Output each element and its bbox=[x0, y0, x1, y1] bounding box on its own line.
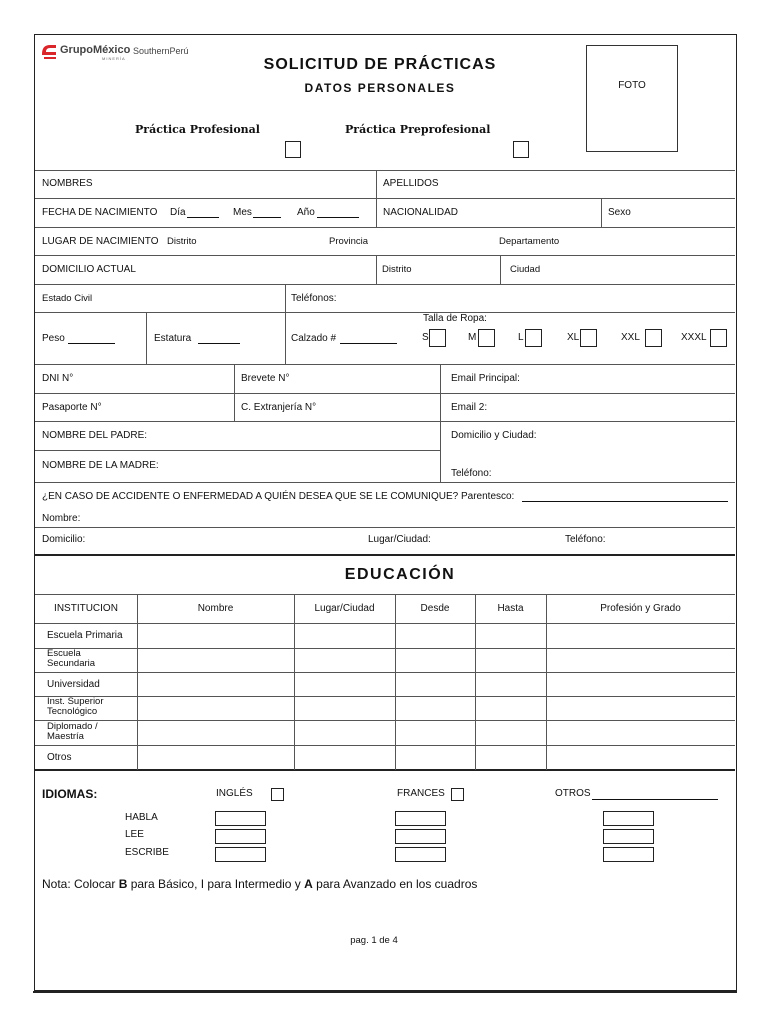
frances-lee-box[interactable] bbox=[395, 829, 446, 844]
otros-lee-box[interactable] bbox=[603, 829, 654, 844]
nota-idiomas: Nota: Colocar B para Básico, I para Intermedio y A para Avanzado en los cuadros bbox=[42, 877, 478, 891]
label-domicilio-ciudad: Domicilio y Ciudad: bbox=[451, 430, 537, 441]
label-ciudad: Ciudad bbox=[510, 264, 541, 275]
label-nombre-padre: NOMBRE DEL PADRE: bbox=[42, 430, 148, 441]
label-escribe: ESCRIBE bbox=[125, 847, 169, 858]
page-number: pag. 1 de 4 bbox=[350, 935, 398, 946]
size-checkbox-l[interactable] bbox=[525, 329, 542, 347]
label-apellidos: APELLIDOS bbox=[383, 178, 439, 189]
label-distrito: Distrito bbox=[167, 236, 197, 247]
option-practica-preprofesional: Práctica Preprofesional bbox=[345, 123, 491, 136]
frances-habla-box[interactable] bbox=[395, 811, 446, 826]
edu-header-profesion: Profesión y Grado bbox=[600, 603, 681, 614]
edu-header-desde: Desde bbox=[420, 603, 450, 614]
field-anio[interactable] bbox=[317, 217, 359, 218]
label-distrito-domicilio: Distrito bbox=[382, 264, 412, 275]
photo-box bbox=[586, 45, 678, 152]
edu-row-label: Universidad bbox=[47, 679, 100, 690]
otros-habla-box[interactable] bbox=[603, 811, 654, 826]
label-frances: FRANCES bbox=[397, 788, 445, 799]
label-lugar-nacimiento: LUGAR DE NACIMIENTO bbox=[42, 236, 159, 247]
label-estado-civil: Estado Civil bbox=[42, 293, 93, 304]
label-sexo: Sexo bbox=[608, 207, 631, 218]
logo-sub: MINERÍA bbox=[102, 56, 126, 61]
size-checkbox-xl[interactable] bbox=[580, 329, 597, 347]
label-dni: DNI N° bbox=[42, 373, 74, 384]
form-title: SOLICITUD DE PRÁCTICAS bbox=[263, 56, 497, 73]
label-domicilio-contacto: Domicilio: bbox=[42, 534, 86, 545]
form-subtitle: DATOS PERSONALES bbox=[304, 81, 456, 95]
edu-header-nombre: Nombre bbox=[197, 603, 234, 614]
checkbox-practica-profesional[interactable] bbox=[285, 141, 301, 158]
size-checkbox-m[interactable] bbox=[478, 329, 495, 347]
size-label-xl: XL bbox=[567, 332, 580, 343]
checkbox-ingles[interactable] bbox=[271, 788, 284, 801]
size-label-s: S bbox=[422, 332, 429, 343]
edu-header-lugar: Lugar/Ciudad bbox=[314, 603, 375, 614]
label-dia: Día bbox=[170, 207, 186, 218]
size-checkbox-s[interactable] bbox=[429, 329, 446, 347]
option-practica-profesional: Práctica Profesional bbox=[135, 123, 260, 136]
otros-escribe-box[interactable] bbox=[603, 847, 654, 862]
checkbox-practica-preprofesional[interactable] bbox=[513, 141, 529, 158]
size-checkbox-xxl[interactable] bbox=[645, 329, 662, 347]
label-departamento: Departamento bbox=[499, 236, 560, 247]
field-dia[interactable] bbox=[187, 217, 219, 218]
label-pasaporte: Pasaporte N° bbox=[42, 402, 102, 413]
label-estatura: Estatura bbox=[154, 333, 192, 344]
logo-company: SouthernPerú bbox=[133, 46, 189, 56]
size-label-xxxl: XXXL bbox=[681, 332, 707, 343]
edu-row-label: Otros bbox=[47, 752, 72, 763]
size-checkbox-xxxl[interactable] bbox=[710, 329, 727, 347]
label-telefono-familia: Teléfono: bbox=[451, 468, 492, 479]
field-estatura[interactable] bbox=[198, 343, 240, 344]
label-peso: Peso bbox=[42, 333, 65, 344]
label-lugar-ciudad-contacto: Lugar/Ciudad: bbox=[368, 534, 431, 545]
field-parentesco[interactable] bbox=[522, 501, 728, 502]
edu-row-label: Escuela Secundaria bbox=[47, 648, 96, 669]
ingles-lee-box[interactable] bbox=[215, 829, 266, 844]
label-fecha-nacimiento: FECHA DE NACIMIENTO bbox=[42, 207, 158, 218]
edu-header-institucion: INSTITUCION bbox=[54, 603, 118, 614]
frances-escribe-box[interactable] bbox=[395, 847, 446, 862]
label-provincia: Provincia bbox=[329, 236, 369, 247]
logo bbox=[40, 42, 210, 68]
label-nacionalidad: NACIONALIDAD bbox=[383, 207, 459, 218]
label-talla-ropa: Talla de Ropa: bbox=[423, 313, 487, 324]
photo-label: FOTO bbox=[618, 80, 646, 91]
field-peso[interactable] bbox=[68, 343, 115, 344]
label-anio: Año bbox=[297, 207, 315, 218]
label-extranjeria: C. Extranjería N° bbox=[241, 402, 317, 413]
grupo-mexico-logo-icon bbox=[40, 42, 58, 60]
edu-header-hasta: Hasta bbox=[497, 603, 524, 614]
label-nombre-contacto: Nombre: bbox=[42, 513, 81, 524]
label-email-2: Email 2: bbox=[451, 402, 488, 413]
checkbox-frances[interactable] bbox=[451, 788, 464, 801]
field-mes[interactable] bbox=[253, 217, 281, 218]
label-brevete: Brevete N° bbox=[241, 373, 290, 384]
field-otros-idioma[interactable] bbox=[592, 799, 718, 800]
label-mes: Mes bbox=[233, 207, 252, 218]
label-nombre-madre: NOMBRE DE LA MADRE: bbox=[42, 460, 159, 471]
label-accidente: ¿EN CASO DE ACCIDENTE O ENFERMEDAD A QUIÉN DESEA QUE SE LE COMUNIQUE? Parentesco: bbox=[42, 491, 515, 502]
logo-brand: GrupoMéxico bbox=[60, 44, 131, 56]
ingles-escribe-box[interactable] bbox=[215, 847, 266, 862]
label-nombres: NOMBRES bbox=[42, 178, 93, 189]
label-habla: HABLA bbox=[125, 812, 158, 823]
size-label-xxl: XXL bbox=[621, 332, 640, 343]
size-label-l: L bbox=[518, 332, 524, 343]
edu-row-label: Inst. Superior Tecnológico bbox=[47, 696, 104, 717]
label-ingles: INGLÉS bbox=[216, 788, 253, 799]
ingles-habla-box[interactable] bbox=[215, 811, 266, 826]
label-calzado: Calzado # bbox=[291, 333, 337, 344]
field-calzado[interactable] bbox=[340, 343, 397, 344]
label-domicilio-actual: DOMICILIO ACTUAL bbox=[42, 264, 136, 275]
label-lee: LEE bbox=[125, 829, 144, 840]
label-telefono-contacto: Teléfono: bbox=[565, 534, 606, 545]
languages-title: IDIOMAS: bbox=[42, 787, 98, 801]
label-telefonos: Teléfonos: bbox=[291, 293, 337, 304]
label-email-principal: Email Principal: bbox=[451, 373, 520, 384]
education-title: EDUCACIÓN bbox=[344, 566, 456, 583]
size-label-m: M bbox=[468, 332, 477, 343]
edu-row-label: Diplomado / Maestría bbox=[47, 721, 98, 742]
label-otros: OTROS bbox=[555, 788, 591, 799]
edu-row-label: Escuela Primaria bbox=[47, 630, 123, 641]
